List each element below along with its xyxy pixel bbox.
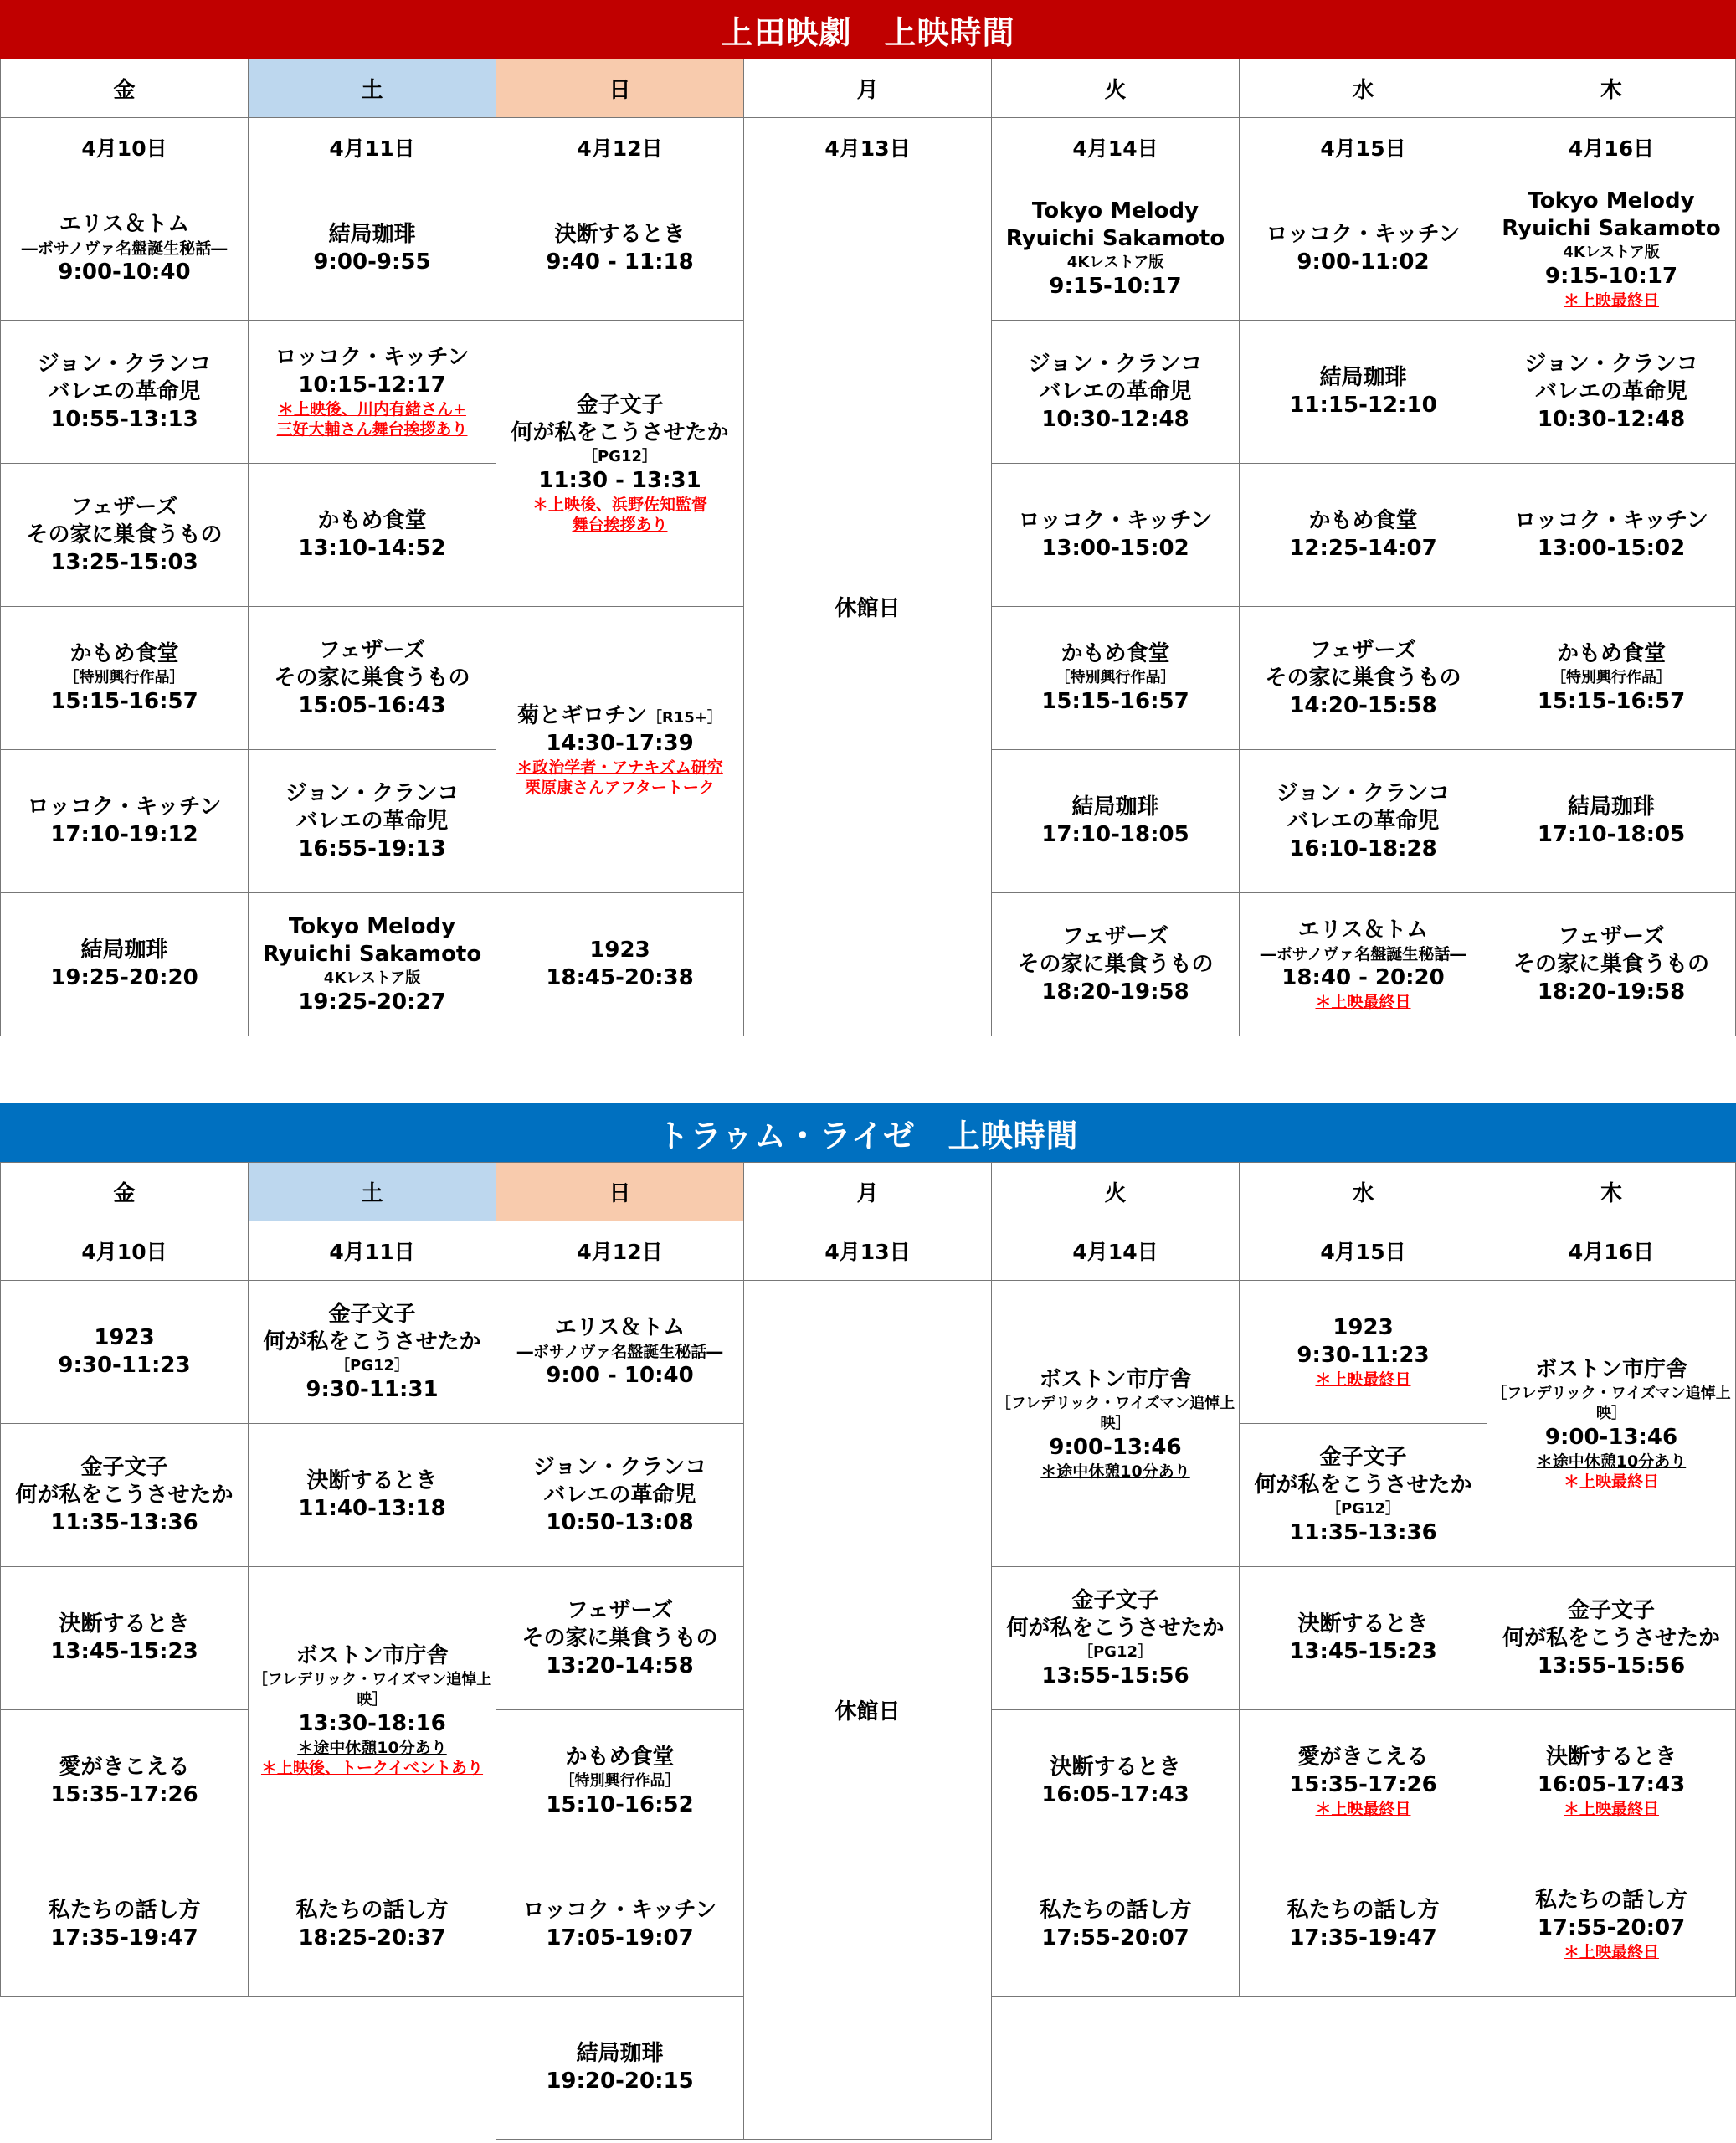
final-day-note: ＊上映最終日 [1315,1370,1411,1389]
showtime: 15:35-17:26 [50,1782,198,1807]
day-header-fri: 金 [0,59,249,118]
film-title: ボストン市庁舎 [1039,1366,1192,1392]
event-note: ＊政治学者・アナキズム研究 [516,758,723,777]
film-title: ボストン市庁舎 [1534,1356,1687,1382]
date-mon: 4月13日 [743,117,992,177]
film-title: Tokyo Melody [1031,198,1199,224]
screening-wed-5 [1239,749,1487,893]
film-title: 金子文子 [328,1301,416,1327]
screening-thu-1 [1487,177,1736,321]
film-title-line2: Ryuichi Sakamoto [262,941,482,967]
date-thu: 4月16日 [1487,1221,1736,1281]
final-day-note: ＊上映最終日 [1563,1472,1659,1491]
film-tag: ［PG12］ [582,448,657,465]
film-title: 決断するとき [59,1611,190,1637]
showtime: 18:20-19:58 [1537,979,1686,1005]
showtime: 18:25-20:37 [298,1925,446,1950]
film-title: ロッコク・キッチン [1018,508,1213,533]
film-title: Tokyo Melody [288,913,456,939]
showtime: 15:35-17:26 [1289,1772,1437,1797]
screening-thu-1 [1487,1280,1736,1567]
showtime: 13:25-15:03 [50,549,198,575]
screening-wed-4 [1239,606,1487,750]
film-title: 決断するとき [1545,1745,1677,1770]
final-day-note: ＊上映最終日 [1315,993,1411,1011]
film-title: 決断するとき [1297,1611,1429,1637]
screening-thu-4 [1487,606,1736,750]
film-title: 私たちの話し方 [295,1898,449,1923]
showtime: 9:00-13:46 [1544,1424,1678,1450]
final-day-note: ＊上映最終日 [1315,1800,1411,1818]
film-title: 結局珈琲 [576,2041,664,2066]
showtime: 17:05-19:07 [546,1925,694,1950]
screening-tue-4 [991,606,1240,750]
screening-sat-6 [248,892,496,1036]
film-title: フェザーズ [1061,923,1169,949]
showtime: 13:20-14:58 [546,1652,694,1678]
screening-tue-2 [991,1566,1240,1710]
traum-section [0,1103,1736,2143]
film-title: ボストン市庁舎 [295,1642,449,1668]
film-title: 結局珈琲 [80,938,168,963]
film-title-row [517,702,722,730]
film-title: フェザーズ [70,494,178,520]
showtime: 17:55-20:07 [1537,1915,1686,1940]
screening-thu-4 [1487,1853,1736,1997]
film-title: 1923 [589,938,650,963]
film-title: 金子文子 [1567,1597,1655,1623]
film-title-line2: その家に巣食うもの [1265,665,1461,691]
showtime: 19:25-20:20 [50,965,198,990]
film-title-line2: バレエの革命児 [1534,378,1687,404]
showtime: 10:30-12:48 [1537,406,1686,432]
film-tag: ［R15+］ [646,708,722,727]
film-title: かもめ食堂 [1061,641,1170,666]
showtime: 17:35-19:47 [50,1925,198,1950]
film-title: 金子文子 [576,393,664,418]
final-day-note: ＊上映最終日 [1563,290,1659,310]
film-title: ジョン・クランコ [1276,780,1451,806]
screening-sun-6 [496,1996,744,2140]
showtime: 17:10-19:12 [50,822,198,847]
day-header-sun: 日 [496,1162,744,1221]
film-title: 決断するとき [306,1468,438,1493]
film-tag: ［特別興行作品］ [559,1772,681,1790]
showtime: 17:10-18:05 [1537,822,1686,847]
showtime: 19:20-20:15 [546,2068,694,2094]
screening-thu-2 [1487,1566,1736,1710]
film-title-line2: その家に巣食うもの [26,522,223,547]
screening-thu-3 [1487,1709,1736,1853]
day-header-thu: 木 [1487,59,1736,118]
day-header-wed: 水 [1239,1162,1487,1221]
date-mon: 4月13日 [743,1221,992,1281]
film-title: ロッコク・キッチン [522,1898,717,1923]
film-title: 決断するとき [1050,1755,1181,1780]
film-title-line2: Ryuichi Sakamoto [1502,215,1721,241]
screening-fri-3 [0,463,249,607]
film-title: エリス＆トム [554,1315,686,1340]
day-header-mon: 月 [743,1162,992,1221]
showtime: 14:30-17:39 [546,730,694,756]
film-tag: ［PG12］ [1325,1499,1400,1518]
film-title: かもめ食堂 [565,1745,675,1770]
event-note-line2: 三好大輔さん舞台挨拶あり [276,420,468,439]
film-title: 私たちの話し方 [1287,1898,1440,1923]
showtime: 9:15-10:17 [1544,263,1678,289]
film-title-line2: バレエの革命児 [295,808,449,834]
film-title: 1923 [1333,1315,1394,1340]
final-day-note: ＊上映最終日 [1563,1800,1659,1818]
closed-day-mon: 休館日 [743,1280,992,2140]
showtime: 13:00-15:02 [1537,536,1686,561]
screening-sun-3 [496,606,744,893]
date-wed: 4月15日 [1239,1221,1487,1281]
event-note: ＊上映後、浜野佐知監督 [532,496,707,514]
film-tag: 4Kレストア版 [1563,243,1660,261]
film-title: 結局珈琲 [1567,794,1655,820]
screening-tue-2 [991,320,1240,464]
film-title: ジョン・クランコ [1524,351,1698,377]
film-title: 結局珈琲 [1071,794,1159,820]
showtime: 9:30-11:23 [58,1353,191,1378]
film-title-line2: その家に巣食うもの [274,665,470,691]
screening-fri-3 [0,1566,249,1710]
film-title: Tokyo Melody [1528,188,1695,213]
screening-tue-3 [991,463,1240,607]
showtime: 12:25-14:07 [1289,536,1437,561]
date-fri: 4月10日 [0,117,249,177]
intermission-note: ＊途中休憩10分あり [1536,1452,1687,1471]
screening-wed-4 [1239,1709,1487,1853]
film-title: かもめ食堂 [317,508,427,533]
film-tag: ［PG12］ [1077,1642,1153,1661]
film-title: 結局珈琲 [1319,365,1407,390]
film-title: かもめ食堂 [69,641,179,666]
screening-fri-2 [0,1423,249,1567]
showtime: 15:05-16:43 [298,692,446,718]
screening-sat-2 [248,1423,496,1567]
film-tag: 4Kレストア版 [1066,253,1164,271]
showtime: 13:45-15:23 [50,1639,198,1664]
film-title: 金子文子 [80,1454,168,1480]
day-header-tue: 火 [991,59,1240,118]
film-title-line2: 何が私をこうさせたか [15,1482,234,1508]
date-tue: 4月14日 [991,117,1240,177]
film-title-line2: バレエの革命児 [48,378,201,404]
showtime: 13:00-15:02 [1041,536,1189,561]
film-title-line2: 何が私をこうさせたか [1254,1472,1472,1498]
film-title: ロッコク・キッチン [1514,508,1708,533]
film-title: ロッコク・キッチン [1266,222,1461,247]
film-tag: ［特別興行作品］ [1551,669,1672,686]
film-title: かもめ食堂 [1308,508,1418,533]
screening-sat-3 [248,1566,496,1853]
film-title: エリス＆トム [1297,917,1429,943]
film-title: ジョン・クランコ [1028,351,1203,377]
film-title: フェザーズ [566,1597,674,1623]
screening-thu-2 [1487,320,1736,464]
film-title: 1923 [94,1325,155,1350]
screening-sun-1 [496,1280,744,1424]
showtime: 9:40 - 11:18 [546,249,694,275]
film-title: エリス＆トム [59,212,190,237]
screening-sun-1 [496,177,744,321]
day-header-sun: 日 [496,59,744,118]
day-header-thu: 木 [1487,1162,1736,1221]
showtime: 17:10-18:05 [1041,822,1189,847]
film-title: 金子文子 [1319,1444,1407,1470]
film-title-line2: 何が私をこうさせたか [263,1328,481,1354]
screening-fri-1 [0,177,249,321]
showtime: 17:35-19:47 [1289,1925,1437,1950]
screening-sat-4 [248,606,496,750]
showtime: 11:30 - 13:31 [538,468,701,493]
film-title: 結局珈琲 [328,222,416,247]
film-tag: ［特別興行作品］ [64,669,185,686]
day-header-mon: 月 [743,59,992,118]
closed-day-mon: 休館日 [743,177,992,1036]
screening-sun-5 [496,1853,744,1997]
film-title: ジョン・クランコ [37,351,212,377]
showtime: 9:00-11:02 [1297,249,1430,275]
film-title: 愛がきこえる [1297,1745,1429,1770]
film-title: フェザーズ [1309,637,1417,663]
showtime: 17:55-20:07 [1041,1925,1189,1950]
intermission-note: ＊途中休憩10分あり [1040,1462,1190,1481]
film-title-line2: 何が私をこうさせたか [511,420,729,445]
screening-thu-6 [1487,892,1736,1036]
film-tag: ［フレデリック・ワイズマン追悼上映］ [252,1670,492,1709]
screening-fri-4 [0,1709,249,1853]
showtime: 10:50-13:08 [546,1509,694,1535]
event-note-line2: 栗原康さんアフタートーク [525,778,715,797]
film-tag: ［特別興行作品］ [1055,669,1176,686]
date-fri: 4月10日 [0,1221,249,1281]
screening-fri-2 [0,320,249,464]
screening-tue-6 [991,892,1240,1036]
showtime: 18:20-19:58 [1041,979,1189,1005]
screening-wed-1 [1239,1280,1487,1424]
day-header-sat: 土 [248,59,496,118]
showtime: 11:40-13:18 [298,1496,446,1521]
showtime: 16:05-17:43 [1537,1772,1686,1797]
film-title-line2: 何が私をこうさせたか [1006,1615,1225,1641]
screening-sat-1 [248,1280,496,1424]
day-header-wed: 水 [1239,59,1487,118]
day-header-fri: 金 [0,1162,249,1221]
day-header-tue: 火 [991,1162,1240,1221]
showtime: 10:30-12:48 [1041,406,1189,432]
showtime: 10:15-12:17 [298,373,446,398]
film-title: 決断するとき [554,222,686,247]
screening-sat-5 [248,749,496,893]
ueda-banner: 上田映劇 上映時間 [0,0,1736,59]
showtime: 15:15-16:57 [1537,689,1686,714]
screening-sat-1 [248,177,496,321]
showtime: 19:25-20:27 [298,989,446,1015]
screening-tue-1 [991,1280,1240,1567]
film-title: ロッコク・キッチン [27,794,222,820]
intermission-note: ＊途中休憩10分あり [297,1738,447,1757]
film-title-line2: 何が私をこうさせたか [1502,1625,1720,1651]
film-title-line2: その家に巣食うもの [1017,951,1214,977]
screening-wed-1 [1239,177,1487,321]
screening-wed-3 [1239,1566,1487,1710]
date-sat: 4月11日 [248,117,496,177]
screening-tue-3 [991,1709,1240,1853]
film-tag: 4Kレストア版 [323,969,421,987]
screening-thu-5 [1487,749,1736,893]
screening-sun-2 [496,1423,744,1567]
film-title-line2: Ryuichi Sakamoto [1005,225,1225,251]
showtime: 13:10-14:52 [298,536,446,561]
screening-wed-6 [1239,892,1487,1036]
showtime: 13:30-18:16 [298,1710,446,1736]
film-title-line2: バレエの革命児 [543,1482,696,1508]
showtime: 16:55-19:13 [298,835,446,861]
showtime: 13:55-15:56 [1537,1652,1686,1678]
film-tag: ［フレデリック・ワイズマン追悼上映］ [1492,1384,1731,1422]
screening-sun-4 [496,1709,744,1853]
film-subtitle: ―ボサノヴァ名盤誕生秘話― [21,239,228,258]
screening-sat-3 [248,463,496,607]
screening-fri-6 [0,892,249,1036]
traum-banner: トラゥム・ライゼ 上映時間 [0,1103,1736,1162]
showtime: 11:15-12:10 [1289,393,1437,418]
showtime: 13:45-15:23 [1289,1639,1437,1664]
screening-fri-4 [0,606,249,750]
film-title: ジョン・クランコ [532,1454,707,1480]
screening-wed-3 [1239,463,1487,607]
final-day-note: ＊上映最終日 [1563,1943,1659,1961]
showtime: 14:20-15:58 [1289,692,1437,718]
showtime: 9:00-10:40 [58,260,191,285]
film-subtitle: ―ボサノヴァ名盤誕生秘話― [1260,945,1466,964]
showtime: 15:15-16:57 [50,689,198,714]
showtime: 16:10-18:28 [1289,835,1437,861]
event-note: ＊上映後、トークイベントあり [260,1758,484,1777]
screening-fri-5 [0,1853,249,1997]
showtime: 15:10-16:52 [546,1792,694,1817]
film-title: フェザーズ [318,637,426,663]
film-title: 菊とギロチン [517,702,647,728]
date-wed: 4月15日 [1239,117,1487,177]
date-thu: 4月16日 [1487,117,1736,177]
date-sat: 4月11日 [248,1221,496,1281]
film-title: ロッコク・キッチン [275,345,470,370]
screening-tue-5 [991,749,1240,893]
film-title-line2: その家に巣食うもの [521,1625,718,1651]
screening-wed-5 [1239,1853,1487,1997]
screening-sat-4 [248,1853,496,1997]
screening-sun-3 [496,1566,744,1710]
showtime: 9:00-13:46 [1049,1434,1182,1460]
showtime: 9:30-11:23 [1297,1343,1430,1368]
showtime: 15:15-16:57 [1041,689,1189,714]
date-sun: 4月12日 [496,117,744,177]
film-title: かもめ食堂 [1556,641,1666,666]
showtime: 10:55-13:13 [50,406,198,432]
event-note-line2: 舞台挨拶あり [572,516,668,534]
film-title: 私たちの話し方 [48,1898,201,1923]
showtime: 18:45-20:38 [546,965,694,990]
showtime: 9:00-9:55 [313,249,431,275]
screening-wed-2 [1239,1423,1487,1567]
screening-wed-2 [1239,320,1487,464]
film-tag: ［フレデリック・ワイズマン追悼上映］ [995,1394,1235,1432]
showtime: 16:05-17:43 [1041,1782,1189,1807]
screening-sat-2 [248,320,496,464]
screening-sun-2 [496,320,744,607]
date-sun: 4月12日 [496,1221,744,1281]
date-tue: 4月14日 [991,1221,1240,1281]
screening-fri-5 [0,749,249,893]
showtime: 11:35-13:36 [50,1509,198,1535]
ueda-section [0,0,1736,1042]
film-title: 私たちの話し方 [1039,1898,1192,1923]
film-subtitle: ―ボサノヴァ名盤誕生秘話― [516,1343,723,1361]
film-title: 愛がきこえる [59,1755,190,1780]
showtime: 13:55-15:56 [1041,1662,1189,1688]
film-title-line2: バレエの革命児 [1039,378,1192,404]
film-title-line2: バレエの革命児 [1287,808,1440,834]
screening-thu-3 [1487,463,1736,607]
day-header-sat: 土 [248,1162,496,1221]
showtime: 9:30-11:31 [306,1376,439,1402]
screening-sun-4 [496,892,744,1036]
film-tag: ［PG12］ [334,1356,409,1375]
showtime: 11:35-13:36 [1289,1519,1437,1545]
film-title: ジョン・クランコ [285,780,460,806]
event-note: ＊上映後、川内有緒さん+ [278,400,466,419]
film-title: 私たちの話し方 [1534,1888,1687,1913]
showtime: 9:00 - 10:40 [546,1363,694,1388]
showtime: 18:40 - 20:20 [1281,965,1445,990]
screening-tue-1 [991,177,1240,321]
screening-tue-4 [991,1853,1240,1997]
film-title: 金子文子 [1071,1587,1159,1613]
film-title-line2: その家に巣食うもの [1513,951,1709,977]
screening-fri-1 [0,1280,249,1424]
showtime: 9:15-10:17 [1049,273,1182,299]
film-title: フェザーズ [1558,923,1665,949]
